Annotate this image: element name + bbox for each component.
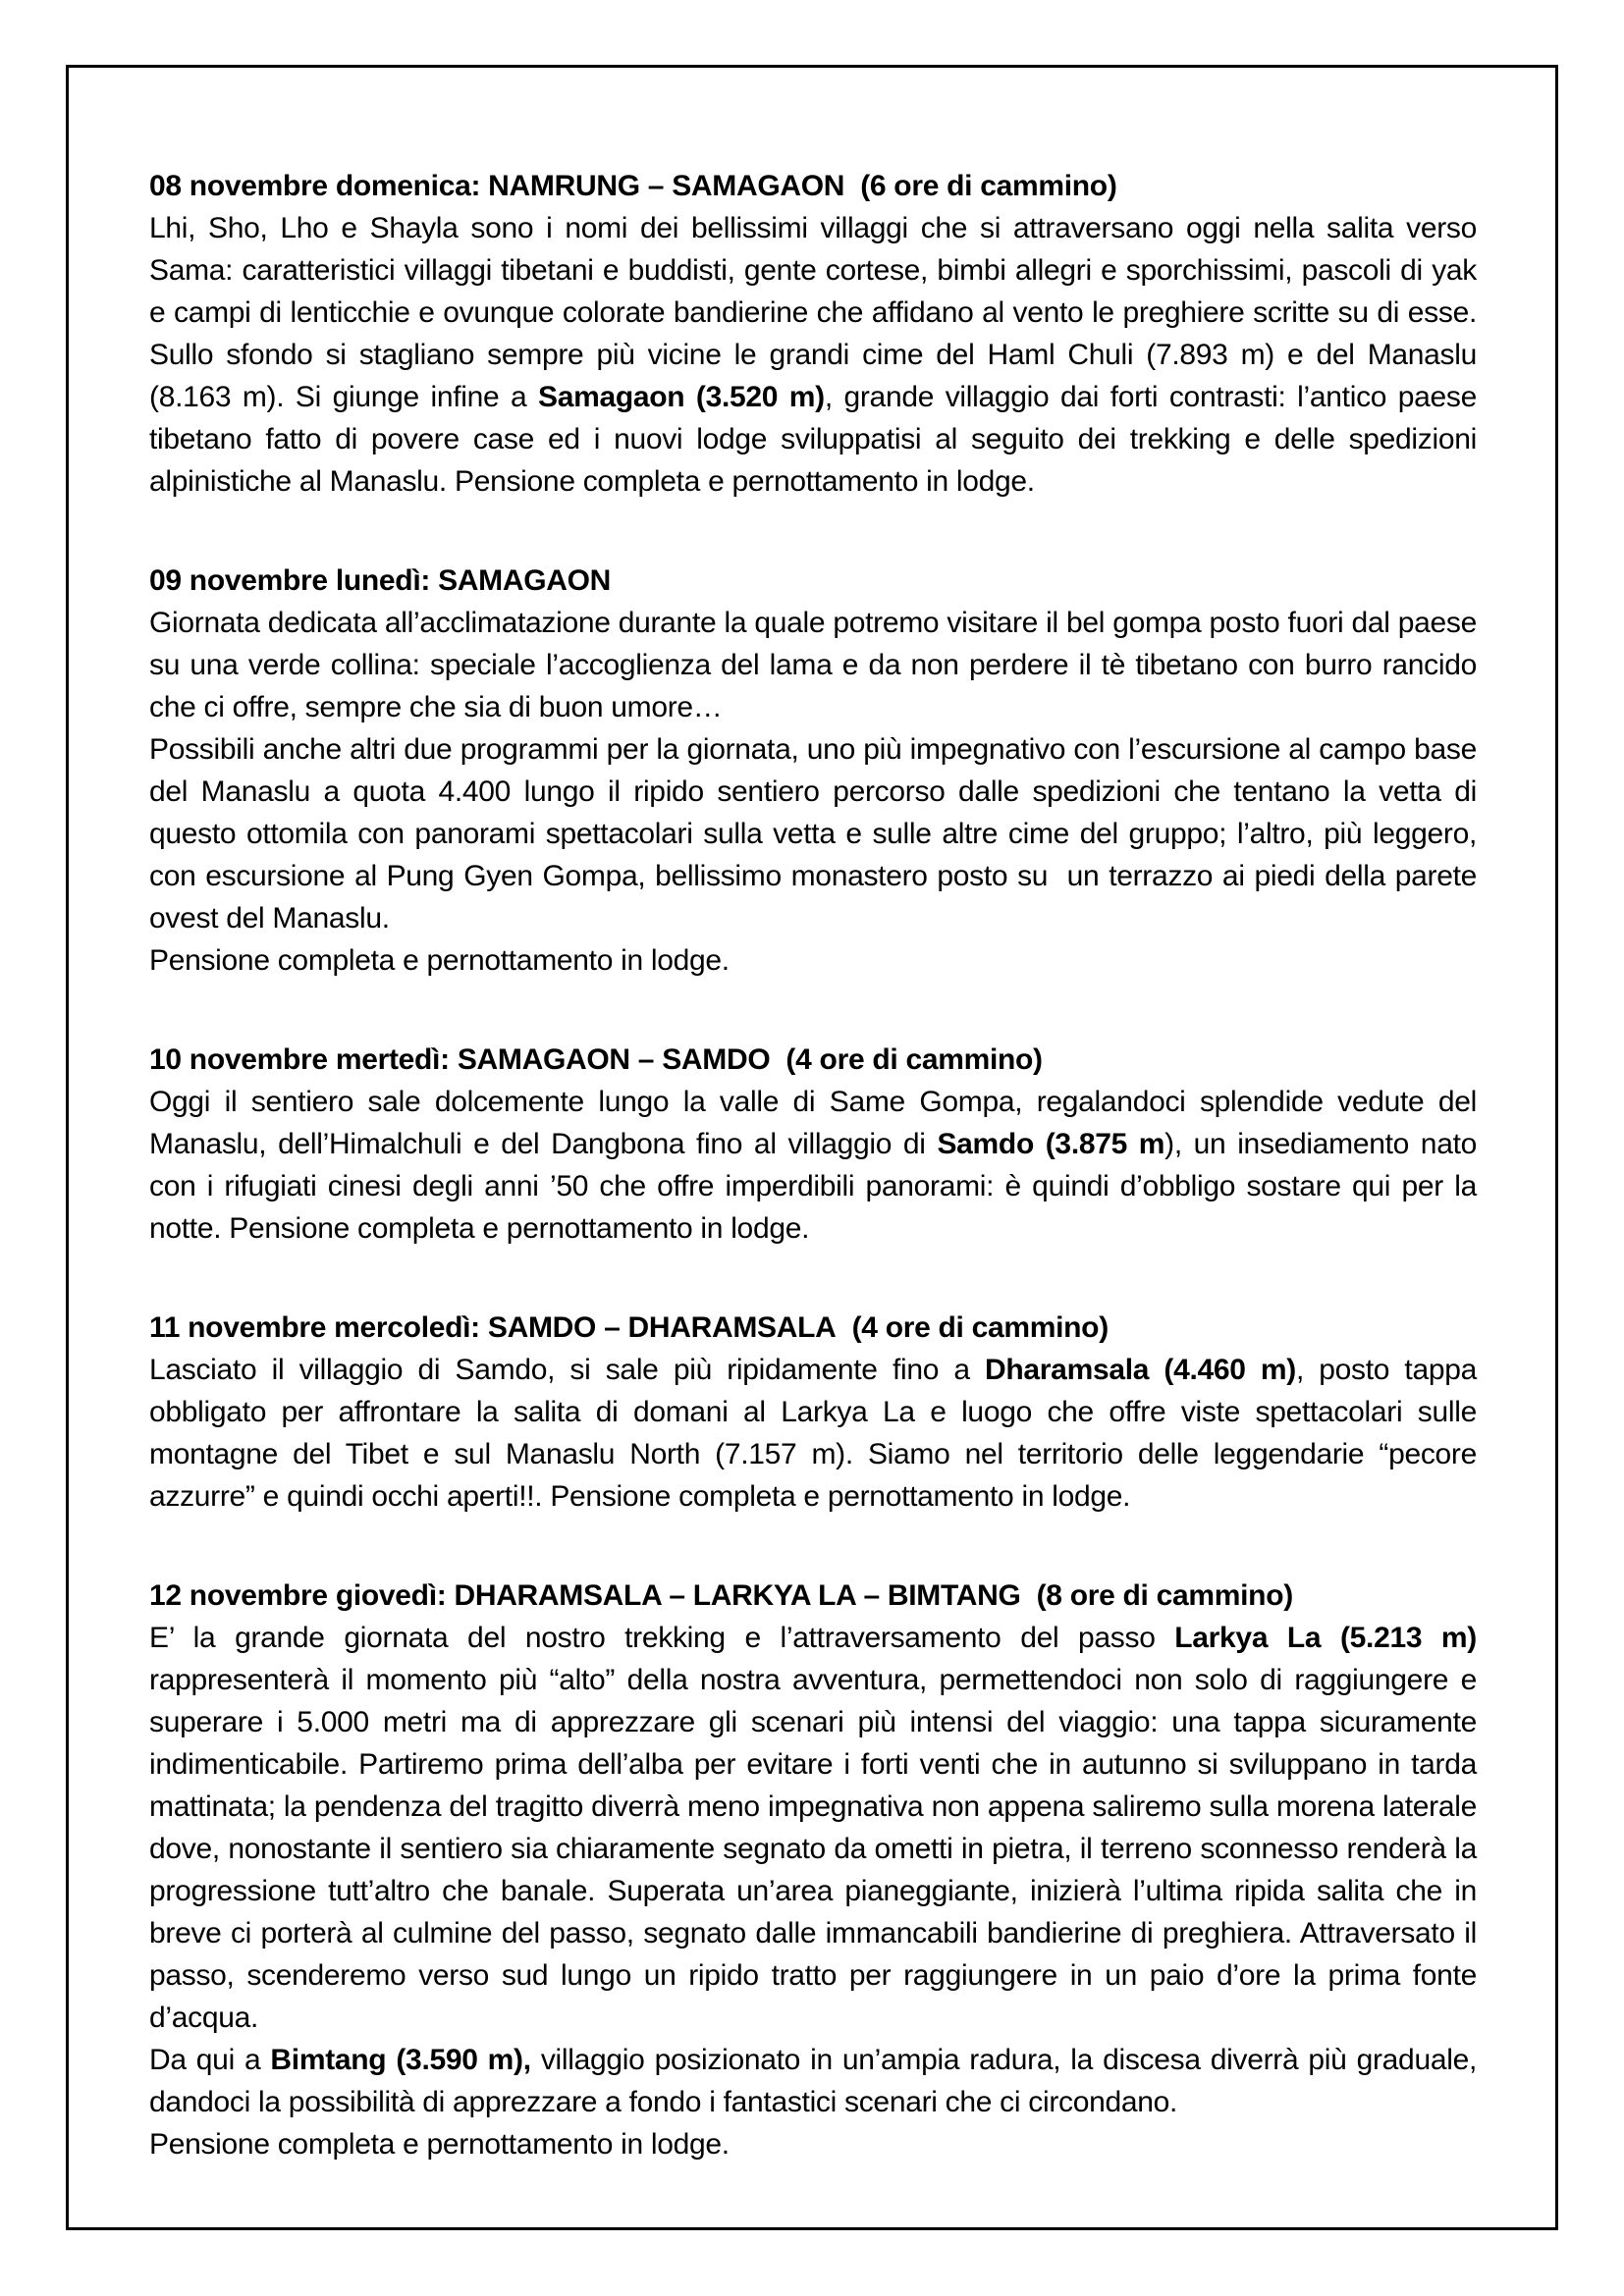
- text-run: ), un insediamento nato con i rifugiati cinesi degli anni ’50 che offre imperdibili panorami: è quindi d’obbligo sostare qui per la notte. Pensione completa e pernottamento in lodge.: [149, 1128, 1477, 1245]
- paragraph: [149, 2123, 1477, 2165]
- itinerary-section-10-november: [149, 1039, 1477, 1250]
- paragraph: [149, 602, 1477, 728]
- document-content: [149, 165, 1477, 2165]
- itinerary-section-08-november: [149, 165, 1477, 503]
- paragraph: [149, 728, 1477, 939]
- bold-text-run: Samagaon (3.520 m): [537, 381, 825, 413]
- bold-text-run: Samdo (3.875 m: [937, 1128, 1165, 1160]
- bold-text-run: Larkya La (5.213 m): [1174, 1622, 1477, 1654]
- section-heading: 12 novembre giovedì: DHARAMSALA – LARKYA LA – BIMTANG (8 ore di cammino): [149, 1579, 1293, 1612]
- text-run: Giornata dedicata all’acclimatazione durante la quale potremo visitare il bel gompa posto fuori dal paese su una verde collina: speciale l’accoglienza del lama e da non perdere il tè tibetano con burro rancido che ci offre, sempre che sia di buon umore…: [149, 607, 1477, 723]
- paragraph: [149, 1081, 1477, 1250]
- text-run: , posto tappa obbligato per affrontare la salita di domani al Larkya La e luogo che offre viste spettacolari sulle montagne del Tibet e sul Manaslu North (7.157 m). Siamo nel territorio delle leggendarie “pecore azzurre” e quindi occhi aperti!!. Pensione completa e pernottamento in lodge.: [149, 1354, 1478, 1513]
- section-heading: 08 novembre domenica: NAMRUNG – SAMAGAON (6 ore di cammino): [149, 170, 1117, 202]
- paragraph: [149, 207, 1477, 503]
- text-run: Pensione completa e pernottamento in lodge.: [149, 944, 730, 977]
- itinerary-section-12-november: [149, 1575, 1477, 2165]
- text-run: Oggi il sentiero sale dolcemente lungo la valle di Same Gompa, regalandoci splendide vedute del Manaslu, dell’Himalchuli e del Dangbona fino al villaggio di: [149, 1086, 1477, 1160]
- section-heading: 11 novembre mercoledì: SAMDO – DHARAMSALA (4 ore di cammino): [149, 1311, 1109, 1344]
- text-run: Da qui a: [149, 2044, 271, 2076]
- text-run: villaggio posizionato in un’ampia radura, la discesa diverrà più graduale, dandoci la possibilità di apprezzare a fondo i fantastici scenari che ci circondano.: [149, 2044, 1477, 2118]
- text-run: Pensione completa e pernottamento in lodge.: [149, 2128, 730, 2161]
- paragraph: [149, 939, 1477, 982]
- text-run: , grande villaggio dai forti contrasti: l’antico paese tibetano fatto di povere case ed i nuovi lodge sviluppatisi al seguito dei trekking e delle spedizioni alpinistiche al Manaslu. Pensione completa e pernottamento in lodge.: [149, 381, 1478, 498]
- itinerary-section-11-november: [149, 1307, 1477, 1518]
- paragraph: [149, 1617, 1477, 2039]
- paragraph: [149, 1349, 1477, 1518]
- paragraph: [149, 2039, 1477, 2123]
- text-run: E’ la grande giornata del nostro trekking e l’attraversamento del passo: [149, 1622, 1175, 1654]
- text-run: Possibili anche altri due programmi per la giornata, uno più impegnativo con l’escursione al campo base del Manaslu a quota 4.400 lungo il ripido sentiero percorso dalle spedizioni che tentano la vetta di questo ottomila con panorami spettacolari sulla vetta e sulle altre cime del gruppo; l’altro, più leggero, con escursione al Pung Gyen Gompa, bellissimo monastero posto su un terrazzo ai piedi della parete ovest del Manaslu.: [149, 733, 1477, 934]
- bold-text-run: Bimtang (3.590 m),: [270, 2044, 531, 2076]
- section-heading: 09 novembre lunedì: SAMAGAON: [149, 564, 612, 597]
- text-run: rappresenterà il momento più “alto” della nostra avventura, permettendoci non solo di raggiungere e superare i 5.000 metri ma di apprezzare gli scenari più intensi del viaggio: una tappa sicuramente indimenticabile. Partiremo prima dell’alba per evitare i forti venti che in autunno si sviluppano in tarda mattinata; la pendenza del tragitto diverrà meno impegnativa non appena saliremo sulla morena laterale dove, nonostante il sentiero sia chiaramente segnato da ometti in pietra, il terreno sconnesso renderà la progressione tutt’altro che banale. Superata un’area pianeggiante, inizierà l’ultima ripida salita che in breve ci porterà al culmine del passo, segnato dalle immancabili bandierine di preghiera. Attraversato il passo, scenderemo verso sud lungo un ripido tratto per raggiungere in un paio d’ore la prima fonte d’acqua.: [149, 1664, 1477, 2034]
- itinerary-section-09-november: [149, 560, 1477, 982]
- text-run: Lasciato il villaggio di Samdo, si sale più ripidamente fino a: [149, 1354, 986, 1386]
- bold-text-run: Dharamsala (4.460 m): [985, 1354, 1296, 1386]
- text-run: Lhi, Sho, Lho e Shayla sono i nomi dei bellissimi villaggi che si attraversano oggi nella salita verso Sama: caratteristici villaggi tibetani e buddisti, gente cortese, bimbi allegri e sporchissimi, pascoli di yak e campi di lenticchie e ovunque colorate bandierine che affidano al vento le preghiere scritte su di esse. Sullo sfondo si stagliano sempre più vicine le grandi cime del Haml Chuli (7.893 m) e del Manaslu (8.163 m). Si giunge infine a: [149, 212, 1477, 413]
- section-heading: 10 novembre mertedì: SAMAGAON – SAMDO (4 ore di cammino): [149, 1043, 1043, 1076]
